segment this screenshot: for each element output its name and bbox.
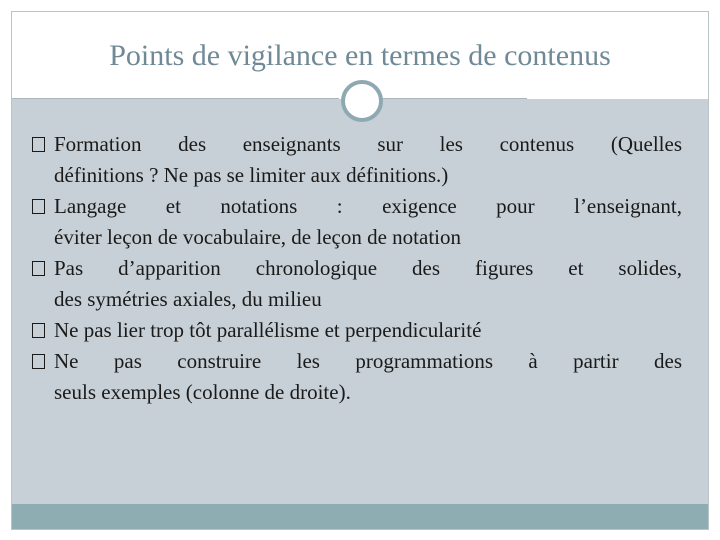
bullet-item	[32, 253, 682, 315]
bullet-line-2: seuls exemples (colonne de droite).	[54, 380, 351, 404]
footer-bar	[12, 504, 708, 529]
bullet-line-1: Formation des enseignants sur les contenus (Quelles	[54, 132, 682, 156]
bullet-list	[32, 129, 682, 408]
bullet-line-2: éviter leçon de vocabulaire, de leçon de notation	[54, 225, 461, 249]
bullet-line-1: Pas d’apparition chronologique des figures et solides,	[54, 256, 682, 280]
bullet-item	[32, 346, 682, 408]
bullet-item	[32, 129, 682, 191]
title-divider-left	[12, 98, 339, 99]
content-area	[12, 99, 708, 504]
slide-title: Points de vigilance en termes de contenus	[109, 39, 611, 72]
bullet-line-2: définitions ? Ne pas se limiter aux définitions.)	[54, 163, 449, 187]
bullet-line-1: Ne pas construire les programmations à partir des	[54, 349, 682, 373]
bullet-square-icon	[32, 354, 45, 369]
bullet-item	[32, 191, 682, 253]
bullet-item	[32, 315, 682, 346]
bullet-line-1: Ne pas lier trop tôt parallélisme et perpendicularité	[54, 318, 482, 342]
bullet-square-icon	[32, 137, 45, 152]
ring-ornament-icon	[341, 80, 383, 122]
title-divider-right	[381, 98, 527, 99]
bullet-line-2: des symétries axiales, du milieu	[54, 287, 322, 311]
bullet-square-icon	[32, 323, 45, 338]
bullet-square-icon	[32, 199, 45, 214]
bullet-line-1: Langage et notations : exigence pour l’enseignant,	[54, 194, 682, 218]
bullet-square-icon	[32, 261, 45, 276]
